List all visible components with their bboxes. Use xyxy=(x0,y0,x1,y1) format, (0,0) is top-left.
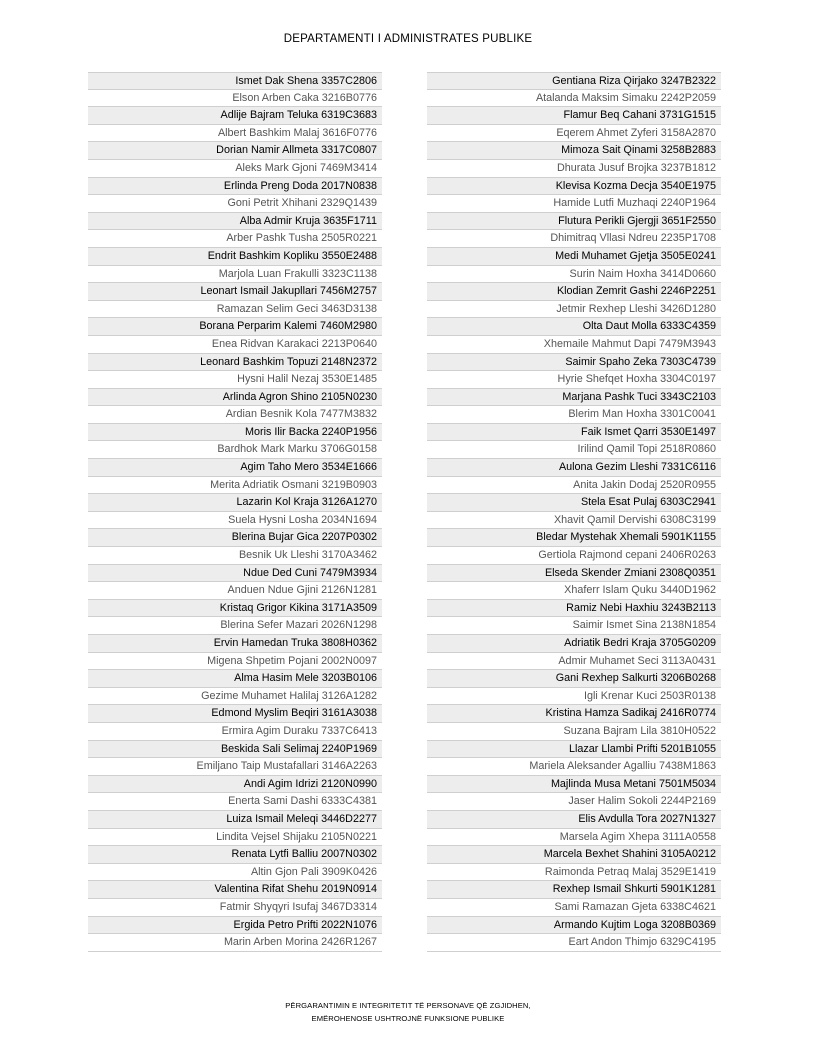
list-item: Igli Krenar Kuci 2503R0138 xyxy=(427,688,721,706)
list-item: Jetmir Rexhep Lleshi 3426D1280 xyxy=(427,301,721,319)
list-item: Mariela Aleksander Agalliu 7438M1863 xyxy=(427,758,721,776)
list-item: Majlinda Musa Metani 7501M5034 xyxy=(427,776,721,794)
list-item: Ismet Dak Shena 3357C2806 xyxy=(88,72,382,90)
list-item: Bardhok Mark Marku 3706G0158 xyxy=(88,441,382,459)
list-item: Ardian Besnik Kola 7477M3832 xyxy=(88,406,382,424)
list-item: Emiljano Taip Mustafallari 3146A2263 xyxy=(88,758,382,776)
list-item: Aleks Mark Gjoni 7469M3414 xyxy=(88,160,382,178)
list-item: Faik Ismet Qarri 3530E1497 xyxy=(427,424,721,442)
list-item: Arber Pashk Tusha 2505R0221 xyxy=(88,230,382,248)
list-item: Renata Lytfi Balliu 2007N0302 xyxy=(88,846,382,864)
list-item: Altin Gjon Pali 3909K0426 xyxy=(88,864,382,882)
list-item: Hysni Halil Nezaj 3530E1485 xyxy=(88,371,382,389)
list-item: Surin Naim Hoxha 3414D0660 xyxy=(427,266,721,284)
left-name-list xyxy=(88,72,382,952)
list-item: Klevisa Kozma Decja 3540E1975 xyxy=(427,178,721,196)
list-item: Erlinda Preng Doda 2017N0838 xyxy=(88,178,382,196)
list-item: Olta Daut Molla 6333C4359 xyxy=(427,318,721,336)
list-item: Marjana Pashk Tuci 3343C2103 xyxy=(427,389,721,407)
list-item: Ramazan Selim Geci 3463D3138 xyxy=(88,301,382,319)
list-item: Anduen Ndue Gjini 2126N1281 xyxy=(88,582,382,600)
list-item: Fatmir Shyqyri Isufaj 3467D3314 xyxy=(88,899,382,917)
list-item: Elis Avdulla Tora 2027N1327 xyxy=(427,811,721,829)
list-item: Suzana Bajram Lila 3810H0522 xyxy=(427,723,721,741)
list-item: Kristina Hamza Sadikaj 2416R0774 xyxy=(427,705,721,723)
list-item: Suela Hysni Losha 2034N1694 xyxy=(88,512,382,530)
list-item: Raimonda Petraq Malaj 3529E1419 xyxy=(427,864,721,882)
list-item: Xhavit Qamil Dervishi 6308C3199 xyxy=(427,512,721,530)
list-item: Marin Arben Morina 2426R1267 xyxy=(88,934,382,952)
list-item: Ndue Ded Cuni 7479M3934 xyxy=(88,565,382,583)
list-item: Xhemaile Mahmut Dapi 7479M3943 xyxy=(427,336,721,354)
list-item: Saimir Ismet Sina 2138N1854 xyxy=(427,617,721,635)
list-item: Flamur Beq Cahani 3731G1515 xyxy=(427,107,721,125)
list-item: Elson Arben Caka 3216B0776 xyxy=(88,90,382,108)
list-item: Eqerem Ahmet Zyferi 3158A2870 xyxy=(427,125,721,143)
right-name-list xyxy=(427,72,721,952)
list-item: Blerina Bujar Gica 2207P0302 xyxy=(88,529,382,547)
list-item: Blerina Sefer Mazari 2026N1298 xyxy=(88,617,382,635)
list-item: Eart Andon Thimjo 6329C4195 xyxy=(427,934,721,952)
footer-line-1: PËRGARANTIMIN E INTEGRITETIT TË PERSONAVE QË ZGJIDHEN, xyxy=(285,1001,531,1010)
list-item: Gani Rexhep Salkurti 3206B0268 xyxy=(427,670,721,688)
list-item: Migena Shpetim Pojani 2002N0097 xyxy=(88,653,382,671)
list-item: Marcela Bexhet Shahini 3105A0212 xyxy=(427,846,721,864)
list-item: Admir Muhamet Seci 3113A0431 xyxy=(427,653,721,671)
list-item: Armando Kujtim Loga 3208B0369 xyxy=(427,917,721,935)
footer-line-2: EMËROHENOSE USHTROJNË FUNKSIONE PUBLIKE xyxy=(311,1014,505,1023)
list-item: Alba Admir Kruja 3635F1711 xyxy=(88,213,382,231)
list-item: Albert Bashkim Malaj 3616F0776 xyxy=(88,125,382,143)
list-item: Stela Esat Pulaj 6303C2941 xyxy=(427,494,721,512)
page-title: DEPARTAMENTI I ADMINISTRATES PUBLIKE xyxy=(283,33,533,45)
page-footer xyxy=(0,999,816,1025)
list-item: Lazarin Kol Kraja 3126A1270 xyxy=(88,494,382,512)
list-item: Enerta Sami Dashi 6333C4381 xyxy=(88,793,382,811)
list-item: Jaser Halim Sokoli 2244P2169 xyxy=(427,793,721,811)
list-item: Klodian Zemrit Gashi 2246P2251 xyxy=(427,283,721,301)
list-item: Ervin Hamedan Truka 3808H0362 xyxy=(88,635,382,653)
list-item: Bledar Mystehak Xhemali 5901K1155 xyxy=(427,529,721,547)
list-item: Kristaq Grigor Kikina 3171A3509 xyxy=(88,600,382,618)
list-item: Goni Petrit Xhihani 2329Q1439 xyxy=(88,195,382,213)
list-item: Xhaferr Islam Quku 3440D1962 xyxy=(427,582,721,600)
list-item: Saimir Spaho Zeka 7303C4739 xyxy=(427,354,721,372)
list-item: Ergida Petro Prifti 2022N1076 xyxy=(88,917,382,935)
list-item: Arlinda Agron Shino 2105N0230 xyxy=(88,389,382,407)
list-item: Andi Agim Idrizi 2120N0990 xyxy=(88,776,382,794)
list-item: Flutura Perikli Gjergji 3651F2550 xyxy=(427,213,721,231)
list-item: Sami Ramazan Gjeta 6338C4621 xyxy=(427,899,721,917)
list-item: Hamide Lutfi Muzhaqi 2240P1964 xyxy=(427,195,721,213)
list-item: Gentiana Riza Qirjako 3247B2322 xyxy=(427,72,721,90)
list-item: Rexhep Ismail Shkurti 5901K1281 xyxy=(427,881,721,899)
list-item: Leonard Bashkim Topuzi 2148N2372 xyxy=(88,354,382,372)
list-item: Hyrie Shefqet Hoxha 3304C0197 xyxy=(427,371,721,389)
list-item: Luiza Ismail Meleqi 3446D2277 xyxy=(88,811,382,829)
list-item: Adlije Bajram Teluka 6319C3683 xyxy=(88,107,382,125)
list-item: Agim Taho Mero 3534E1666 xyxy=(88,459,382,477)
list-item: Leonart Ismail Jakupllari 7456M2757 xyxy=(88,283,382,301)
list-item: Ermira Agim Duraku 7337C6413 xyxy=(88,723,382,741)
list-item: Gertiola Rajmond cepani 2406R0263 xyxy=(427,547,721,565)
list-item: Elseda Skender Zmiani 2308Q0351 xyxy=(427,565,721,583)
list-item: Beskida Sali Selimaj 2240P1969 xyxy=(88,741,382,759)
list-item: Lindita Vejsel Shijaku 2105N0221 xyxy=(88,829,382,847)
list-item: Gezime Muhamet Halilaj 3126A1282 xyxy=(88,688,382,706)
list-item: Mimoza Sait Qinami 3258B2883 xyxy=(427,142,721,160)
list-item: Adriatik Bedri Kraja 3705G0209 xyxy=(427,635,721,653)
list-item: Ramiz Nebi Haxhiu 3243B2113 xyxy=(427,600,721,618)
list-item: Aulona Gezim Lleshi 7331C6116 xyxy=(427,459,721,477)
list-item: Atalanda Maksim Simaku 2242P2059 xyxy=(427,90,721,108)
list-item: Anita Jakin Dodaj 2520R0955 xyxy=(427,477,721,495)
list-item: Marjola Luan Frakulli 3323C1138 xyxy=(88,266,382,284)
list-item: Dorian Namir Allmeta 3317C0807 xyxy=(88,142,382,160)
list-item: Besnik Uk Lleshi 3170A3462 xyxy=(88,547,382,565)
list-item: Valentina Rifat Shehu 2019N0914 xyxy=(88,881,382,899)
list-item: Blerim Man Hoxha 3301C0041 xyxy=(427,406,721,424)
list-item: Marsela Agim Xhepa 3111A0558 xyxy=(427,829,721,847)
list-item: Moris Ilir Backa 2240P1956 xyxy=(88,424,382,442)
list-item: Edmond Myslim Beqiri 3161A3038 xyxy=(88,705,382,723)
list-item: Medi Muhamet Gjetja 3505E0241 xyxy=(427,248,721,266)
list-item: Borana Perparim Kalemi 7460M2980 xyxy=(88,318,382,336)
list-item: Alma Hasim Mele 3203B0106 xyxy=(88,670,382,688)
list-item: Dhurata Jusuf Brojka 3237B1812 xyxy=(427,160,721,178)
list-item: Merita Adriatik Osmani 3219B0903 xyxy=(88,477,382,495)
list-item: Llazar Llambi Prifti 5201B1055 xyxy=(427,741,721,759)
list-item: Irilind Qamil Topi 2518R0860 xyxy=(427,441,721,459)
list-item: Dhimitraq Vllasi Ndreu 2235P1708 xyxy=(427,230,721,248)
list-item: Enea Ridvan Karakaci 2213P0640 xyxy=(88,336,382,354)
list-item: Endrit Bashkim Kopliku 3550E2488 xyxy=(88,248,382,266)
